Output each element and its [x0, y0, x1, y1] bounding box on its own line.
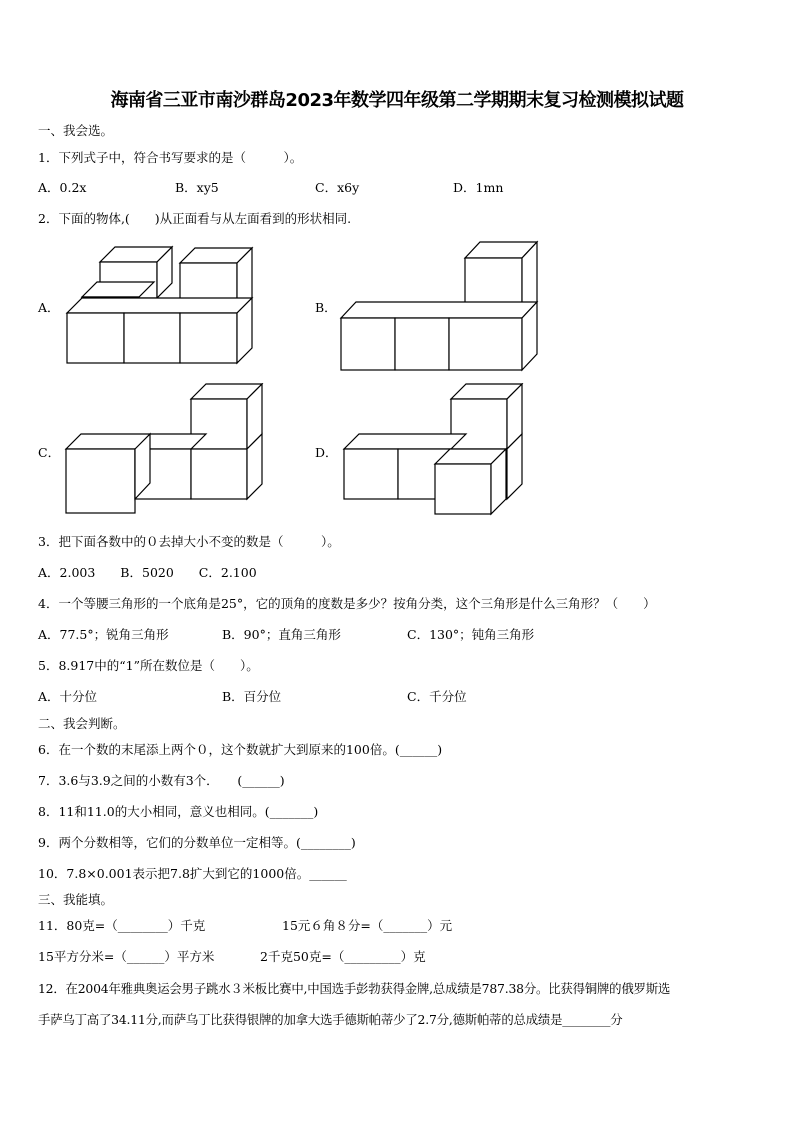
question-2-stem: 2．下面的物体,( )从正面看与从左面看到的形状相同.	[38, 211, 352, 226]
question-2-label-c: C．	[38, 445, 61, 460]
question-10: 10．7.8×0.001表示把7.8扩大到它的1000倍。______	[38, 866, 347, 881]
cube-figure-c	[60, 383, 270, 518]
question-1-option-d: D．1mn	[453, 180, 504, 195]
question-2-label-b: B．	[315, 300, 337, 315]
section-heading-fill: 三、我能填。	[38, 892, 114, 907]
question-1-stem: 1．下列式子中，符合书写要求的是（ ）。	[38, 150, 303, 165]
question-8: 8．11和11.0的大小相同，意义也相同。(_______)	[38, 804, 319, 819]
question-3-options: A．2.003 B．5020 C．2.100	[38, 565, 257, 580]
question-2-label-d: D．	[315, 445, 338, 460]
question-4-option-b: B．90°；直角三角形	[222, 627, 341, 642]
page-title: 海南省三亚市南沙群岛2023年数学四年级第二学期期末复习检测模拟试题	[110, 90, 684, 111]
question-11-part-a: 11．80克=（________）千克	[38, 918, 206, 933]
question-12-line-2: 手萨乌丁高了34.11分,而萨乌丁比获得银牌的加拿大选手德斯帕蒂少了2.7分,德斯帕蒂的总成绩是________分	[38, 1012, 623, 1027]
question-11-part-c: 15平方分米=（______）平方米	[38, 949, 215, 964]
cube-figure-a	[60, 245, 260, 370]
question-11-part-d: 2千克50克=（_________）克	[260, 949, 426, 964]
section-heading-choice: 一、我会选。	[38, 123, 114, 138]
cube-figure-d	[338, 383, 538, 518]
question-4-option-a: A．77.5°；锐角三角形	[38, 627, 169, 642]
question-5-option-a: A．十分位	[38, 689, 98, 704]
question-6: 6．在一个数的末尾添上两个０，这个数就扩大到原来的100倍。(______)	[38, 742, 443, 757]
question-1-option-c: C．x6y	[315, 180, 360, 195]
question-2-label-a: A．	[38, 300, 60, 315]
cube-figure-b	[335, 238, 545, 373]
question-1-option-a: A．0.2x	[38, 180, 87, 195]
question-3-stem: 3．把下面各数中的０去掉大小不变的数是（ ）。	[38, 534, 340, 549]
question-4-stem: 4．一个等腰三角形的一个底角是25°，它的顶角的度数是多少？按角分类，这个三角形是什么三角形？（ ）	[38, 596, 656, 611]
question-5-stem: 5．8.917中的“1”所在数位是（ ）。	[38, 658, 259, 673]
section-heading-judge: 二、我会判断。	[38, 716, 126, 731]
question-12-line-1: 12．在2004年雅典奥运会男子跳水３米板比赛中,中国选手彭勃获得金牌,总成绩是787.38分。比获得铜牌的俄罗斯选	[38, 981, 671, 996]
question-7: 7．3.6与3.9之间的小数有3个． (______)	[38, 773, 285, 788]
question-5-option-c: C．千分位	[407, 689, 467, 704]
question-4-option-c: C．130°；钝角三角形	[407, 627, 535, 642]
question-1-option-b: B．xy5	[175, 180, 219, 195]
question-5-option-b: B．百分位	[222, 689, 282, 704]
question-9: 9．两个分数相等，它们的分数单位一定相等。(________)	[38, 835, 356, 850]
question-11-part-b: 15元６角８分=（_______）元	[282, 918, 453, 933]
